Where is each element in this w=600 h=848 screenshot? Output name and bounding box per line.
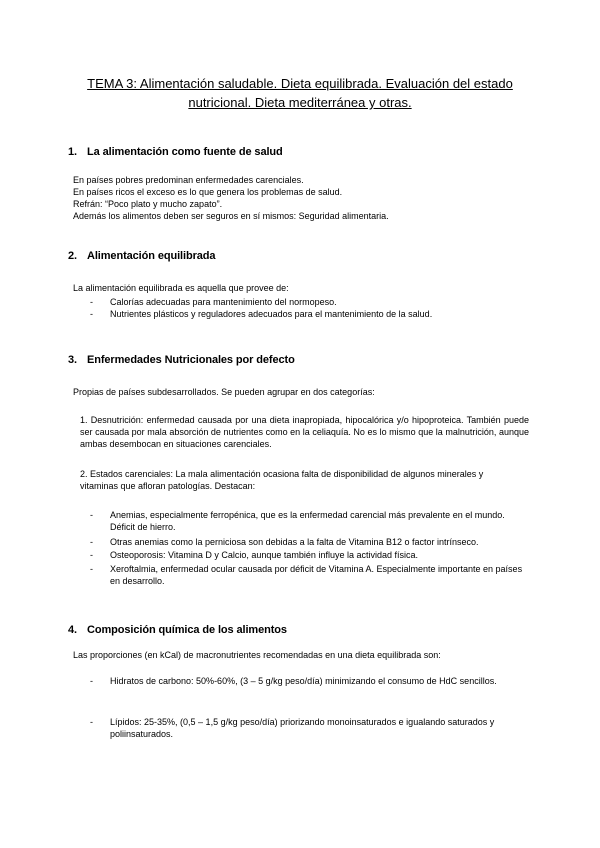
section-2-heading [68, 250, 215, 262]
paragraph-line: En países ricos el exceso es lo que genera los problemas de salud. [73, 187, 343, 197]
list-item-text: Calorías adecuadas para mantenimiento del normopeso. [110, 297, 337, 307]
paragraph-line: Las proporciones (en kCal) de macronutrientes recomendadas en una dieta equilibrada son: [73, 650, 441, 660]
bullet-dash: - [90, 676, 93, 686]
section-3-heading [68, 354, 295, 366]
list-item [90, 296, 530, 308]
section-title: Composición química de los alimentos [87, 624, 287, 636]
numbered-item: 1. Desnutrición: enfermedad causada por una dieta inapropiada, hipocalórica y/o hipoproteica. También puede ser causada por mala absorción de nutrientes como en la celiaquía. No es lo mismo que la malnutrición, aunque ambas desembocan en situaciones carenciales. [80, 415, 529, 449]
section-1-heading [68, 146, 283, 158]
paragraph-line: Además los alimentos deben ser seguros en sí mismos: Seguridad alimentaria. [73, 211, 389, 221]
bullet-dash: - [90, 717, 93, 727]
bullet-dash: - [90, 564, 93, 574]
page-title: TEMA 3: Alimentación saludable. Dieta equilibrada. Evaluación del estado nutricional. Dieta mediterránea y otras. [87, 76, 513, 110]
list-item-text: Nutrientes plásticos y reguladores adecuados para el mantenimiento de la salud. [110, 309, 433, 319]
paragraph-line: La alimentación equilibrada es aquella que provee de: [73, 283, 289, 293]
section-number: 1. [68, 146, 77, 158]
bullet-dash: - [90, 309, 93, 319]
paragraph-line: Refrán: “Poco plato y mucho zapato”. [73, 199, 223, 209]
list-item [90, 563, 530, 587]
list-item-text: Xeroftalmia, enfermedad ocular causada por déficit de Vitamina A. Especialmente importante en países en desarrollo. [110, 564, 523, 586]
section-title: Alimentación equilibrada [87, 250, 216, 262]
list-item [90, 308, 530, 320]
list-item-text: Osteoporosis: Vitamina D y Calcio, aunque también influye la actividad física. [110, 550, 418, 560]
list-item [90, 509, 530, 533]
paragraph-line: Propias de países subdesarrollados. Se pueden agrupar en dos categorías: [73, 387, 375, 397]
bullet-dash: - [90, 550, 93, 560]
list-item-text: Lípidos: 25-35%, (0,5 – 1,5 g/kg peso/día) priorizando monoinsaturados e igualando saturados y poliinsaturados. [110, 717, 495, 739]
numbered-item: 2. Estados carenciales: La mala alimentación ocasiona falta de disponibilidad de algunos minerales y vitaminas que afloran patologías. Destacan: [80, 469, 484, 491]
list-item-text: Anemias, especialmente ferropénica, que es la enfermedad carencial más prevalente en el mundo. Déficit de hierro. [110, 510, 505, 532]
list-item-text: Otras anemias como la perniciosa son debidas a la falta de Vitamina B12 o factor intrínseco. [110, 537, 479, 547]
bullet-dash: - [90, 510, 93, 520]
bullet-dash: - [90, 297, 93, 307]
section-number: 3. [68, 354, 77, 366]
section-number: 2. [68, 250, 77, 262]
section-title: La alimentación como fuente de salud [87, 146, 283, 158]
bullet-dash: - [90, 537, 93, 547]
section-number: 4. [68, 624, 77, 636]
list-item [90, 675, 530, 699]
list-item [90, 716, 530, 740]
list-item [90, 536, 530, 548]
section-4-heading [68, 624, 287, 636]
section-title: Enfermedades Nutricionales por defecto [87, 354, 295, 366]
paragraph-line: En países pobres predominan enfermedades carenciales. [73, 175, 304, 185]
list-item-text: Hidratos de carbono: 50%-60%, (3 – 5 g/kg peso/día) minimizando el consumo de HdC sencillos. [110, 676, 497, 686]
list-item [90, 549, 530, 561]
